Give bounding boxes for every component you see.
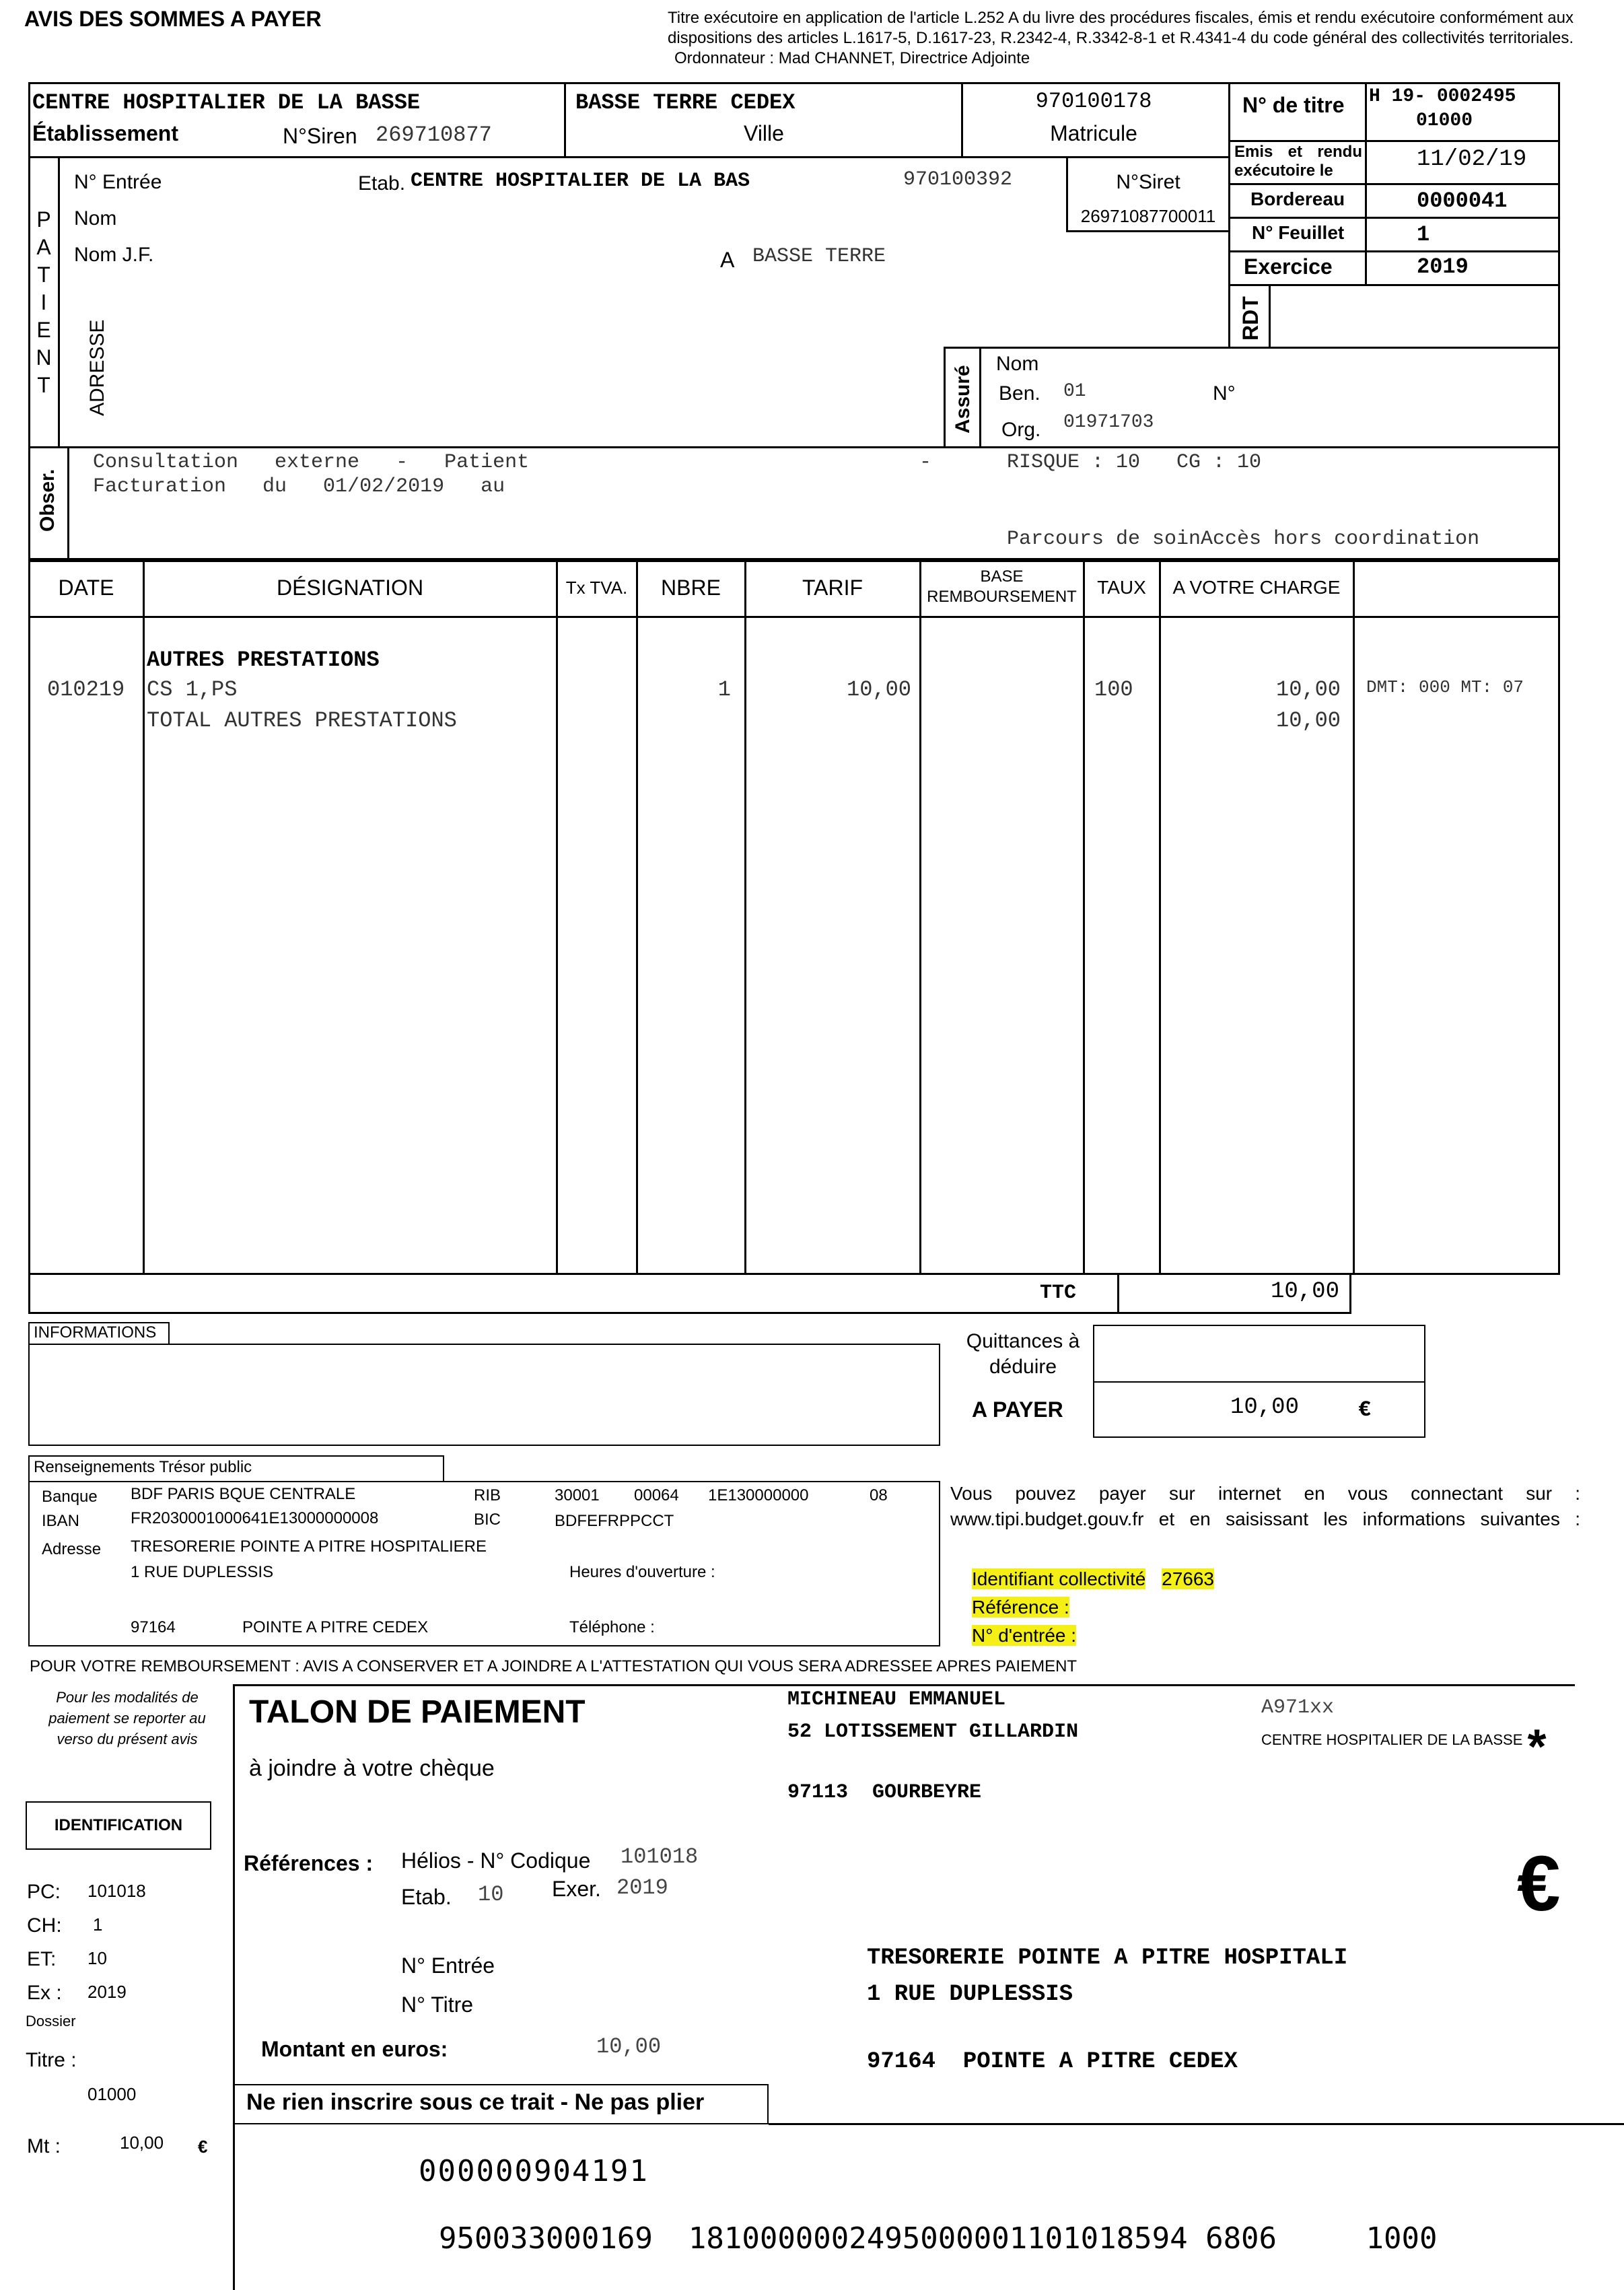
divider bbox=[1228, 183, 1560, 185]
pc-label: PC: bbox=[27, 1881, 61, 1903]
tresor-cp: 97164 bbox=[131, 1618, 176, 1636]
divider bbox=[961, 82, 963, 156]
org-label: Org. bbox=[1001, 419, 1041, 441]
doc-title: AVIS DES SOMMES A PAYER bbox=[24, 7, 322, 31]
warning-text: Ne rien inscrire sous ce trait - Ne pas plier bbox=[246, 2089, 705, 2115]
row-note: DMT: 000 MT: 07 bbox=[1366, 677, 1524, 697]
patient-side-label bbox=[34, 206, 54, 399]
divider bbox=[1228, 284, 1560, 286]
row-charge: 10,00 bbox=[1275, 677, 1341, 702]
identification-label: IDENTIFICATION bbox=[54, 1816, 183, 1834]
exercice-label: Exercice bbox=[1244, 254, 1333, 279]
talon-creditor: CENTRE HOSPITALIER DE LA BASSE bbox=[1261, 1731, 1523, 1748]
section-title: AUTRES PRESTATIONS bbox=[147, 648, 380, 672]
rib-3: 1E130000000 bbox=[708, 1486, 809, 1504]
col-date: DATE bbox=[58, 576, 114, 600]
tipi-id-label: Identifiant collectivité bbox=[972, 1568, 1146, 1589]
total-value: 10,00 bbox=[1275, 708, 1341, 733]
siret-value: 26971087700011 bbox=[1080, 206, 1216, 226]
divider bbox=[944, 347, 1560, 349]
divider bbox=[1117, 1275, 1119, 1314]
emis-label: Emis et rendu exécutoire le bbox=[1234, 143, 1362, 180]
heures-label: Heures d'ouverture : bbox=[569, 1563, 715, 1581]
quittances-line1: Quittances à bbox=[966, 1330, 1080, 1352]
et-value: 10 bbox=[87, 1948, 107, 1968]
tipi-entree-label: N° d'entrée : bbox=[972, 1625, 1077, 1646]
talon-etab-label: Etab. bbox=[401, 1885, 452, 1909]
divider bbox=[1159, 560, 1161, 1275]
bordereau-value: 0000041 bbox=[1417, 188, 1508, 213]
divider bbox=[1093, 1381, 1425, 1383]
tresor-adresse-2: 1 RUE DUPLESSIS bbox=[131, 1563, 274, 1581]
exercice-value: 2019 bbox=[1417, 254, 1469, 279]
internet-text-2: www.tipi.budget.gouv.fr et en saisissant les informations suivantes : bbox=[950, 1508, 1580, 1529]
divider bbox=[556, 560, 558, 1275]
etab-label: Etab. bbox=[358, 172, 406, 195]
col-base-line2: REMBOURSEMENT bbox=[927, 588, 1077, 606]
apayer-label: A PAYER bbox=[972, 1397, 1063, 1422]
quittances-line2: déduire bbox=[989, 1356, 1057, 1378]
informations-box bbox=[28, 1344, 940, 1446]
obs-line3: Parcours de soinAccès hors coordination bbox=[1007, 528, 1480, 551]
assure-nom-label: Nom bbox=[996, 353, 1039, 375]
debtor-address: 52 LOTISSEMENT GILLARDIN bbox=[787, 1721, 1079, 1743]
exer-label: Exer. bbox=[552, 1877, 601, 1901]
rib-2: 00064 bbox=[634, 1486, 679, 1504]
banque-label: Banque bbox=[42, 1488, 98, 1506]
etablissement-label: Établissement bbox=[32, 121, 178, 145]
letter: T bbox=[37, 373, 50, 397]
matricule-value: 970100178 bbox=[1035, 89, 1152, 114]
tipi-ref bbox=[972, 1597, 1069, 1618]
no-label: N° bbox=[1213, 382, 1236, 405]
divider bbox=[143, 560, 145, 1275]
montant-value: 10,00 bbox=[596, 2034, 662, 2059]
ordonnateur: Ordonnateur : Mad CHANNET, Directrice Adjointe bbox=[674, 49, 1030, 67]
row-nbre: 1 bbox=[717, 677, 731, 702]
siren-value: 269710877 bbox=[376, 123, 492, 147]
divider bbox=[58, 156, 60, 447]
iban-label: IBAN bbox=[42, 1512, 80, 1530]
banque-value: BDF PARIS BQUE CENTRALE bbox=[131, 1485, 356, 1503]
tipi-id bbox=[972, 1568, 1214, 1590]
a-label: A bbox=[720, 248, 735, 272]
org-value: 01971703 bbox=[1063, 412, 1154, 433]
bic-value: BDFEFRPPCCT bbox=[555, 1512, 674, 1530]
divider bbox=[1228, 217, 1560, 219]
debtor-city: 97113 GOURBEYRE bbox=[787, 1781, 982, 1804]
divider bbox=[944, 347, 946, 448]
adresse-label: Adresse bbox=[42, 1540, 102, 1558]
cut-line bbox=[769, 2123, 1624, 2125]
col-designation: DÉSIGNATION bbox=[276, 576, 424, 600]
exer-value: 2019 bbox=[616, 1875, 668, 1900]
quittances-label bbox=[942, 1329, 1104, 1380]
bordereau-label: Bordereau bbox=[1250, 188, 1345, 209]
ch-value: 1 bbox=[93, 1914, 103, 1935]
references-label: Références : bbox=[244, 1851, 374, 1875]
col-nbre: NBRE bbox=[661, 576, 721, 600]
col-base-line1: BASE bbox=[980, 567, 1024, 586]
col-base bbox=[921, 567, 1083, 607]
internet-text-1: Vous pouvez payer sur internet en vous connectant sur : bbox=[950, 1483, 1580, 1504]
debtor-name: MICHINEAU EMMANUEL bbox=[787, 1688, 1006, 1711]
city-label: Ville bbox=[744, 121, 784, 145]
col-tva: Tx TVA. bbox=[565, 578, 628, 598]
ben-value: 01 bbox=[1063, 381, 1086, 402]
talon-code: A971xx bbox=[1261, 1696, 1335, 1719]
montant-label: Montant en euros: bbox=[261, 2037, 448, 2061]
tel-label: Téléphone : bbox=[569, 1618, 655, 1636]
adresse-label: ADRESSE bbox=[86, 319, 108, 416]
col-taux: TAUX bbox=[1097, 577, 1146, 598]
divider bbox=[1228, 140, 1560, 142]
row-taux: 100 bbox=[1094, 677, 1133, 702]
talon-entree-label: N° Entrée bbox=[401, 1953, 495, 1978]
obs-line1-left: Consultation externe - Patient bbox=[93, 451, 530, 474]
divider bbox=[919, 560, 921, 1275]
divider bbox=[1353, 560, 1355, 1275]
letter: I bbox=[40, 290, 47, 314]
ttc-label: TTC bbox=[1040, 1282, 1077, 1305]
remboursement-note: POUR VOTRE REMBOURSEMENT : AVIS A CONSERVER ET A JOINDRE A L'ATTESTATION QUI VOUS SERA ADRESSEE APRES PAIEMENT bbox=[30, 1657, 1078, 1675]
siren-label: N°Siren bbox=[283, 124, 357, 148]
talon-title: TALON DE PAIEMENT bbox=[249, 1694, 586, 1730]
helios-value: 101018 bbox=[621, 1844, 699, 1869]
divider bbox=[1228, 250, 1560, 252]
rib-4: 08 bbox=[870, 1486, 888, 1504]
mt-label: Mt : bbox=[27, 2135, 61, 2157]
code-line-1: 000000904191 bbox=[419, 2154, 649, 2188]
talon-side-note: Pour les modalités de paiement se reporter au verso du présent avis bbox=[48, 1689, 206, 1747]
helios-label: Hélios - N° Codique bbox=[401, 1848, 591, 1873]
obs-line2: Facturation du 01/02/2019 au bbox=[93, 475, 505, 498]
no-titre-label: N° de titre bbox=[1242, 93, 1345, 117]
letter: E bbox=[36, 318, 51, 342]
divider bbox=[67, 446, 69, 560]
letter: P bbox=[36, 207, 51, 232]
rib-label: RIB bbox=[474, 1486, 501, 1504]
iban-value: FR2030001000641E13000000008 bbox=[131, 1509, 379, 1527]
divider bbox=[564, 82, 566, 156]
code-line-2: 950033000169 1810000002495000001101018594 6806 1000 bbox=[439, 2221, 1438, 2256]
tresor-ville: POINTE A PITRE CEDEX bbox=[242, 1618, 429, 1636]
bic-label: BIC bbox=[474, 1511, 501, 1529]
divider bbox=[28, 616, 1560, 618]
a-value: BASSE TERRE bbox=[752, 245, 886, 268]
ch-label: CH: bbox=[27, 1914, 62, 1937]
ex-label: Ex : bbox=[27, 1982, 62, 2004]
feuillet-value: 1 bbox=[1417, 222, 1430, 247]
tipi-id-value: 27663 bbox=[1162, 1568, 1215, 1589]
divider bbox=[28, 446, 1560, 448]
pc-value: 101018 bbox=[87, 1881, 146, 1901]
no-titre-line2: 01000 bbox=[1416, 110, 1473, 131]
col-charge: A VOTRE CHARGE bbox=[1172, 577, 1341, 598]
divider bbox=[744, 560, 746, 1275]
letter: N bbox=[36, 345, 52, 370]
talon-titre-label: N° Titre bbox=[401, 1992, 474, 2017]
ttc-value: 10,00 bbox=[1270, 1279, 1339, 1305]
obs-line1-dash: - bbox=[919, 451, 932, 474]
mt-value: 10,00 bbox=[120, 2132, 164, 2153]
star-mark: * bbox=[1522, 1725, 1552, 1780]
divider bbox=[1083, 560, 1085, 1275]
tresor-adresse-1: TRESORERIE POINTE A PITRE HOSPITALIERE bbox=[131, 1537, 487, 1556]
mt-currency: € bbox=[198, 2137, 208, 2157]
divider bbox=[636, 560, 638, 1275]
euro-icon: € bbox=[1517, 1840, 1561, 1927]
siret-label: N°Siret bbox=[1116, 171, 1180, 193]
talon-subtitle: à joindre à votre chèque bbox=[249, 1756, 495, 1781]
divider bbox=[28, 156, 1230, 158]
etab-code: 970100392 bbox=[903, 168, 1013, 191]
obs-line1-right: RISQUE : 10 CG : 10 bbox=[1007, 451, 1262, 474]
etab-name: CENTRE HOSPITALIER DE LA BAS bbox=[411, 170, 750, 193]
nom-label: Nom bbox=[74, 207, 117, 230]
legal-text bbox=[668, 8, 1574, 69]
matricule-label: Matricule bbox=[1050, 121, 1137, 145]
talon-top-line bbox=[233, 1684, 1575, 1686]
talon-etab-value: 10 bbox=[478, 1882, 504, 1907]
assure-label: Assuré bbox=[952, 365, 974, 433]
rib-1: 30001 bbox=[555, 1486, 600, 1504]
obs-label: Obser. bbox=[36, 469, 59, 532]
titre-label: Titre : bbox=[26, 2049, 77, 2071]
divider bbox=[1269, 284, 1271, 348]
ben-label: Ben. bbox=[999, 382, 1040, 405]
titre-value: 01000 bbox=[87, 2084, 137, 2104]
city-value: BASSE TERRE CEDEX bbox=[575, 90, 796, 115]
legal-body: Titre exécutoire en application de l'article L.252 A du livre des procédures fiscales, émis et rendu exécutoire conformément aux dispositions des articles L.1617-5, D.1617-23, R.2342-4, R.3342-8-1 et R.4341-4 du code général des collectivités territoriales. bbox=[668, 9, 1574, 47]
divider bbox=[979, 347, 981, 448]
divider bbox=[1066, 230, 1230, 232]
ex-value: 2019 bbox=[87, 1982, 127, 2002]
informations-label: INFORMATIONS bbox=[34, 1323, 157, 1342]
tipi-entree bbox=[972, 1625, 1076, 1646]
apayer-value: 10,00 bbox=[1230, 1395, 1299, 1420]
row-designation: CS 1,PS bbox=[147, 677, 238, 702]
treso-line2: 1 RUE DUPLESSIS bbox=[867, 1982, 1073, 2007]
entree-label: N° Entrée bbox=[74, 171, 162, 193]
treso-line3: 97164 POINTE A PITRE CEDEX bbox=[867, 2049, 1238, 2075]
letter: T bbox=[37, 263, 50, 287]
rdt-label: RDT bbox=[1238, 296, 1263, 341]
emis-date: 11/02/19 bbox=[1417, 147, 1527, 172]
et-label: ET: bbox=[27, 1948, 57, 1970]
dossier-label: Dossier bbox=[26, 2013, 76, 2029]
treso-line1: TRESORERIE POINTE A PITRE HOSPITALI bbox=[867, 1945, 1348, 1971]
etablissement-name: CENTRE HOSPITALIER DE LA BASSE bbox=[32, 90, 421, 115]
no-titre-line1: H 19- 0002495 bbox=[1369, 86, 1516, 107]
tresor-label: Renseignements Trésor public bbox=[34, 1458, 252, 1476]
feuillet-label: N° Feuillet bbox=[1252, 222, 1345, 243]
row-date: 010219 bbox=[47, 677, 125, 702]
total-label: TOTAL AUTRES PRESTATIONS bbox=[147, 708, 457, 733]
currency-symbol: € bbox=[1358, 1397, 1372, 1422]
row-tarif: 10,00 bbox=[846, 677, 911, 702]
col-tarif: TARIF bbox=[802, 576, 863, 600]
letter: A bbox=[36, 235, 51, 259]
talon-left-line bbox=[233, 1684, 235, 2290]
nomjf-label: Nom J.F. bbox=[74, 244, 154, 266]
tipi-ref-label: Référence : bbox=[972, 1597, 1069, 1618]
